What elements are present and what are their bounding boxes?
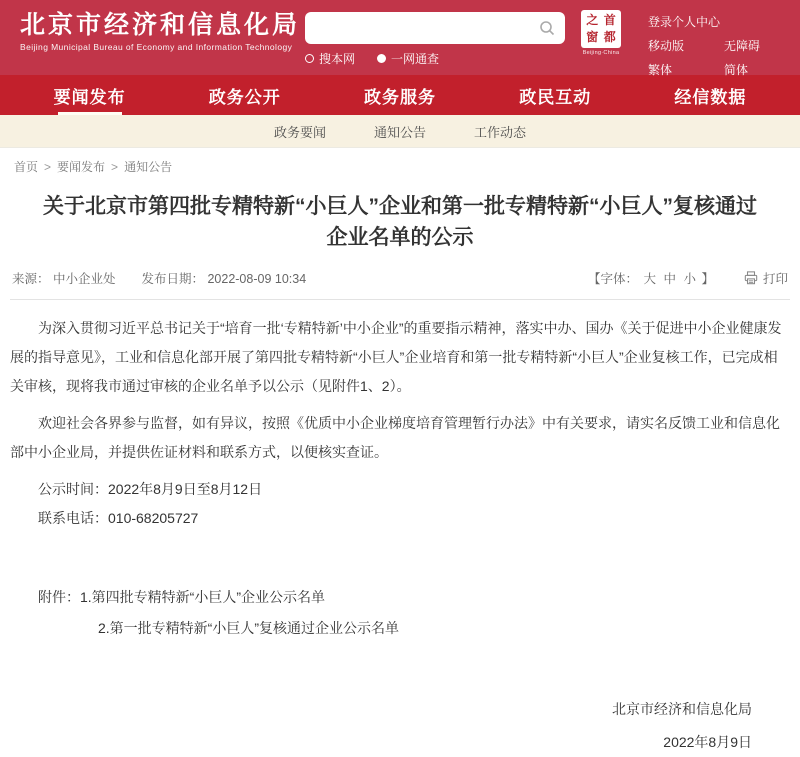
nav-item-gov-affairs[interactable]: 政务公开	[208, 87, 281, 107]
search-scope-site[interactable]	[305, 50, 355, 67]
attachment-link-1[interactable]: 1.第四批专精特新“小巨人”企业公示名单	[80, 589, 325, 605]
paragraph: 为深入贯彻习近平总书记关于“培育一批‘专精特新’中小企业”的重要指示精神，落实中办、国办《关于促进中小企业健康发展的指导意见》，工业和信息化部开展了第四批专精特新“小巨人”企业培育和第一批专精特新“小巨人”企业复核工作，已完成相关审核，现将我市通过审核的企业名单予以公示（见附件1、2）。	[10, 320, 782, 394]
capital-window-seal-icon	[581, 10, 621, 48]
article-signature	[10, 695, 752, 757]
font-size-control	[588, 269, 714, 287]
subnav-item-gov-news[interactable]: 政务要闻	[273, 124, 326, 140]
article-body	[10, 314, 790, 643]
article-title: 关于北京市第四批专精特新“小巨人”企业和第一批专精特新“小巨人”复核通过企业名单的公示	[43, 195, 757, 249]
nav-item-gov-services[interactable]: 政务服务	[364, 87, 436, 107]
font-size-suffix: 】	[701, 272, 714, 286]
attachment-line-2	[10, 614, 790, 643]
publicity-time: 公示时间：2022年8月9日至8月12日	[38, 481, 263, 497]
article-source: 来源： 中小企业处	[12, 272, 116, 286]
search-scope-network-label: 一网通查	[391, 52, 440, 66]
nav-item-news[interactable]: 要闻发布	[12, 75, 167, 115]
radio-unselected-icon	[305, 54, 314, 63]
signature-date: 2022年8月9日	[663, 734, 752, 750]
breadcrumb-news[interactable]: 要闻发布	[57, 160, 106, 174]
site-logo[interactable]	[20, 11, 300, 52]
breadcrumb-notices[interactable]: 通知公告	[124, 160, 173, 174]
breadcrumb	[0, 148, 800, 175]
traditional-chinese-link[interactable]: 繁体	[648, 63, 673, 77]
attachment-line-1	[10, 583, 790, 612]
sub-nav	[0, 115, 800, 148]
search-scope-site-label: 搜本网	[319, 52, 356, 66]
paragraph: 欢迎社会各界参与监督，如有异议，按照《优质中小企业梯度培育管理暂行办法》中有关要求，请实名反馈工业和信息化部中小企业局，并提供佐证材料和联系方式，以便核实查证。	[10, 415, 780, 460]
seal-char: 首	[603, 13, 616, 27]
article-meta-left	[12, 269, 306, 287]
nav-item-data[interactable]: 经信数据	[674, 87, 747, 107]
article-publish-date: 发布日期： 2022-08-09 10:34	[141, 272, 307, 286]
radio-selected-icon	[377, 54, 386, 63]
attachments-label: 附件：	[38, 589, 80, 605]
capital-window-caption: Beijing·China	[582, 50, 620, 56]
search-scope-options	[305, 50, 565, 67]
font-size-prefix: 【字体：	[587, 272, 638, 286]
article-meta-right	[588, 269, 788, 287]
attachment-link-2[interactable]: 2.第一批专精特新“小巨人”复核通过企业公示名单	[98, 620, 399, 636]
print-label: 打印	[762, 272, 788, 286]
font-size-medium-button[interactable]: 中	[663, 272, 676, 286]
search-box	[305, 12, 565, 44]
capital-window-logo[interactable]	[580, 10, 622, 56]
search-input[interactable]	[305, 12, 565, 44]
breadcrumb-home[interactable]: 首页	[14, 160, 39, 174]
site-header	[0, 0, 800, 75]
seal-char: 都	[603, 29, 616, 44]
article	[0, 191, 800, 757]
signature-org: 北京市经济和信息化局	[612, 701, 752, 717]
font-size-small-button[interactable]: 小	[683, 272, 696, 286]
seal-char: 窗	[586, 29, 599, 44]
nav-item-interaction[interactable]: 政民互动	[519, 87, 592, 107]
simplified-chinese-link[interactable]: 简体	[724, 63, 749, 77]
seal-char: 之	[586, 13, 599, 27]
search-icon[interactable]	[539, 20, 555, 36]
font-size-large-button[interactable]: 大	[643, 272, 656, 286]
article-meta	[10, 269, 790, 300]
mobile-version-link[interactable]: 移动版	[648, 39, 685, 53]
search-area	[305, 12, 565, 67]
accessibility-link[interactable]: 无障碍	[724, 39, 761, 53]
quick-links	[648, 13, 760, 78]
site-title: 北京市经济和信息化局	[20, 11, 301, 39]
main-nav	[0, 75, 800, 115]
contact-phone: 联系电话：010-68205727	[38, 510, 199, 526]
breadcrumb-separator: >	[111, 159, 119, 174]
print-button[interactable]	[744, 269, 788, 287]
printer-icon	[744, 271, 758, 285]
breadcrumb-separator: >	[44, 159, 52, 174]
subnav-item-notices[interactable]: 通知公告	[373, 124, 426, 140]
search-scope-network[interactable]	[377, 50, 439, 67]
subnav-item-work-updates[interactable]: 工作动态	[474, 124, 527, 140]
site-title-english: Beijing Municipal Bureau of Economy and Information Technology	[20, 42, 293, 52]
login-personal-center-link[interactable]: 登录个人中心	[648, 15, 721, 29]
